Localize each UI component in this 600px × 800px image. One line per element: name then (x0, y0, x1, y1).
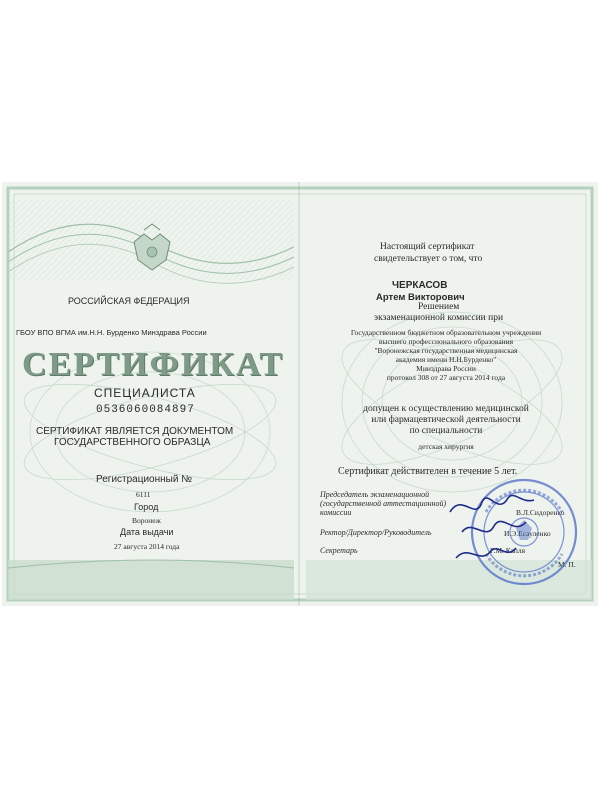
org-line-5: Минздрава России (416, 364, 476, 373)
org-line-1: Государственном бюджетном образовательном учреждении (350, 328, 542, 337)
document-status-line-2: ГОСУДАРСТВЕННОГО ОБРАЗЦА (54, 437, 211, 448)
decision-line-1: Решением (418, 302, 460, 312)
secretary-name: Г.М. Капля (490, 546, 526, 555)
chair-line-2: (государственной аттестационной) (320, 499, 447, 508)
city-label: Город (134, 502, 159, 512)
secretary-label: Секретарь (320, 546, 358, 555)
org-line-4: академия имени Н.Н.Бурденко" (395, 355, 497, 364)
country-label: РОССИЙСКАЯ ФЕДЕРАЦИЯ (68, 296, 190, 306)
certificate-number: 0536060084897 (96, 404, 195, 416)
org-line-3: "Воронежская государственная медицинская (374, 346, 518, 355)
admission-line-2: или фармацевтической деятельности (371, 415, 521, 425)
signature-icon (442, 482, 552, 572)
rector-label: Ректор/Директор/Руководитель (320, 528, 432, 537)
registration-label: Регистрационный № (96, 474, 192, 485)
issue-date-label: Дата выдачи (120, 527, 174, 537)
certificate-title: СЕРТИФИКАТ (22, 346, 285, 383)
certificate (2, 182, 598, 606)
chair-line-3: комиссии (320, 508, 352, 517)
registration-value: 6111 (136, 490, 151, 499)
intro-line-1: Настоящий сертификат (380, 242, 475, 252)
admission-line-3: по специальности (409, 426, 483, 436)
specialty-value: детская хирургия (418, 442, 474, 451)
intro-line-2: свидетельствует о том, что (374, 254, 483, 264)
holder-surname: ЧЕРКАСОВ (392, 280, 448, 291)
chair-name: В.Л.Сидоренко (516, 508, 565, 517)
admission-line-1: допущен к осуществлению медицинской (363, 404, 529, 414)
institution-label: ГБОУ ВПО ВГМА им.Н.Н. Бурденко Минздрава России (16, 328, 207, 337)
issue-date-value: 27 августа 2014 года (114, 542, 180, 551)
seal-place-label: М. П. (558, 560, 576, 569)
certificate-subtitle: СПЕЦИАЛИСТА (94, 386, 196, 400)
protocol-line: протокол 308 от 27 августа 2014 года (386, 373, 506, 382)
chair-line-1: Председатель экзаменационной (320, 490, 430, 499)
decision-line-2: экзаменационной комиссии при (374, 313, 504, 323)
holder-name: Артем Викторович (376, 292, 465, 303)
rector-name: И.Э.Есауленко (504, 529, 551, 538)
validity-text: Сертификат действителен в течение 5 лет. (338, 466, 518, 477)
city-value: Воронеж (132, 516, 161, 525)
fold-line (298, 182, 300, 606)
org-line-2: высшего профессионального образования (378, 337, 514, 346)
document-status-line-1: СЕРТИФИКАТ ЯВЛЯЕТСЯ ДОКУМЕНТОМ (36, 426, 234, 437)
